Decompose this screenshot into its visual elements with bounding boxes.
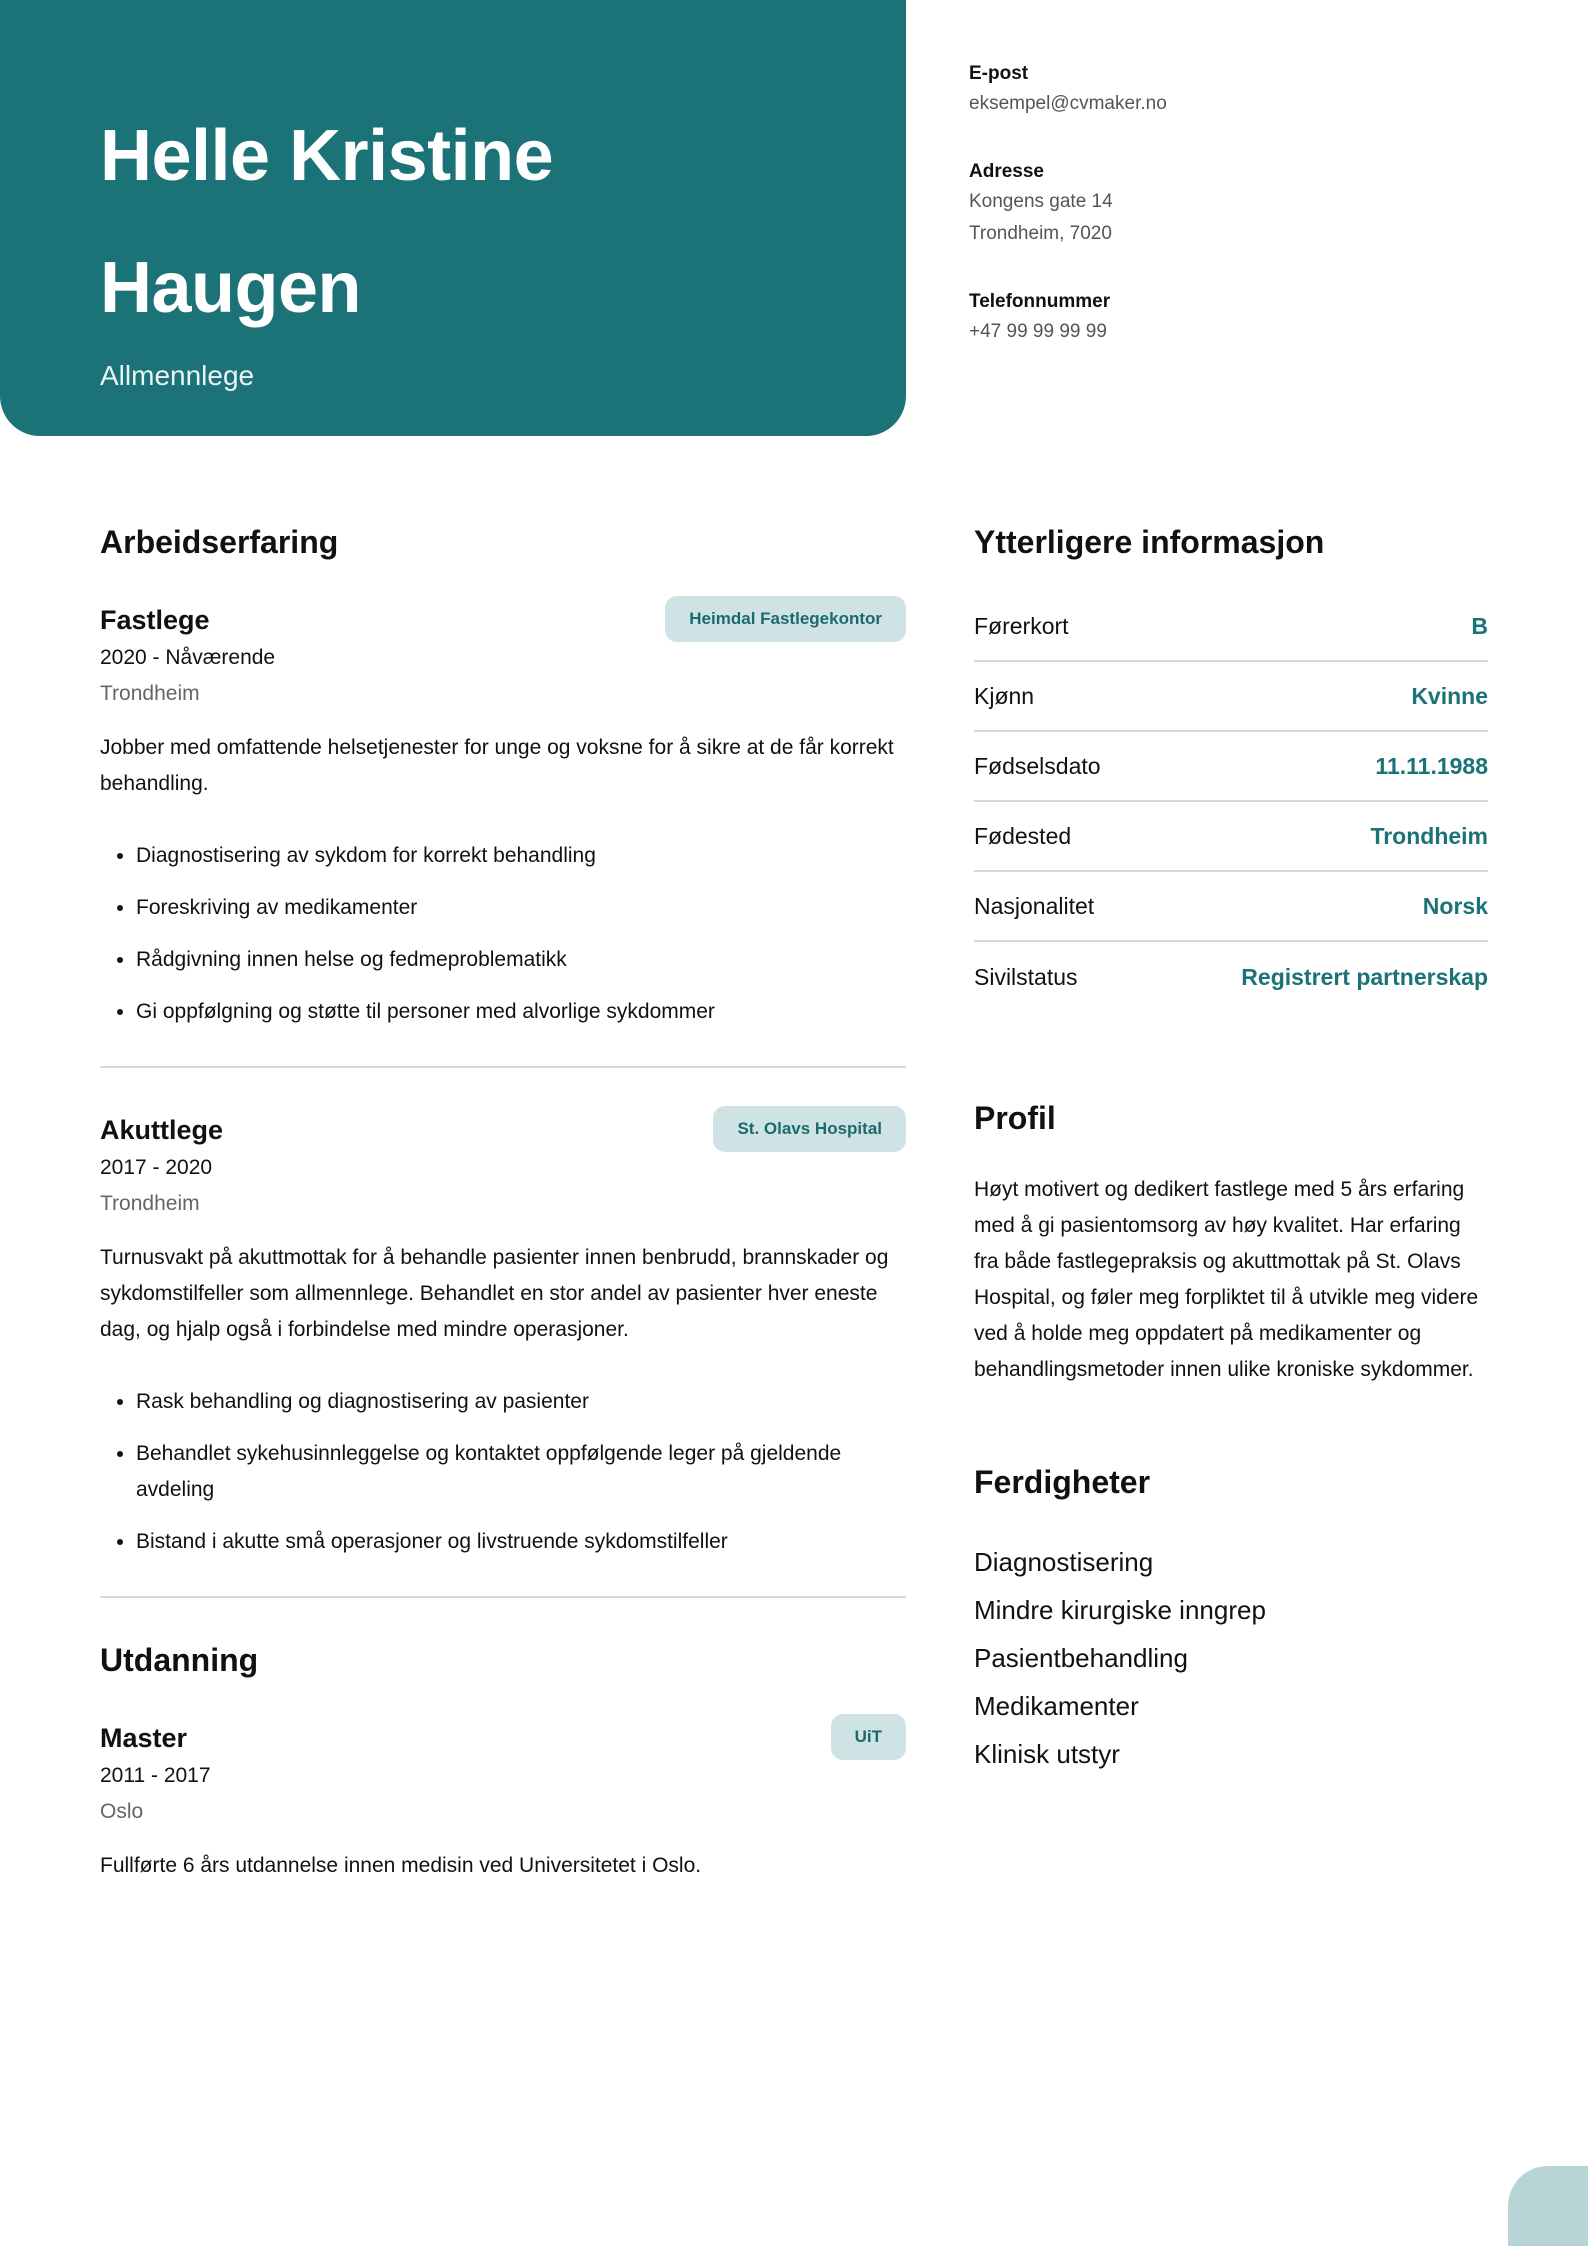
divider: [100, 1066, 906, 1068]
info-value: Norsk: [1422, 892, 1488, 919]
education-section-title: Utdanning: [100, 1642, 259, 1678]
right-column: [974, 520, 1488, 1778]
info-row: [974, 872, 1488, 942]
entry-description: Jobber med omfattende helsetjenester for unge og voksne for å sikre at de får korrekt behandling.: [100, 736, 894, 795]
additional-info-title: Ytterligere informasjon: [974, 524, 1325, 560]
info-row: [974, 942, 1488, 1012]
entry-description: Turnusvakt på akuttmottak for å behandle pasienter innen benbrudd, brannskader og sykdomstilfeller som allmennlege. Behandlet en stor andel av pasienter hver eneste dag, og hjalp også i forbindelse med mindre operasjoner.: [100, 1246, 889, 1341]
skill-item: Medikamenter: [974, 1691, 1139, 1721]
info-row: [974, 732, 1488, 802]
school-badge: UiT: [831, 1714, 906, 1760]
phone-label: Telefonnummer: [969, 291, 1111, 312]
entry-title: Master: [100, 1723, 188, 1753]
skill-item: Pasientbehandling: [974, 1643, 1188, 1673]
info-key: Fødselsdato: [974, 752, 1101, 779]
email-label: E-post: [969, 63, 1029, 84]
bullet-item: • Rask behandling og diagnostisering av pasienter: [136, 1384, 906, 1420]
info-row: [974, 802, 1488, 872]
skill-item: Diagnostisering: [974, 1547, 1154, 1577]
email-value: eksempel@cvmaker.no: [969, 93, 1167, 114]
info-key: Nasjonalitet: [974, 892, 1095, 919]
entry-location: Trondheim: [100, 1192, 200, 1215]
experience-section-title: Arbeidserfaring: [100, 524, 339, 560]
bullet-item: • Rådgivning innen helse og fedmeproblematikk: [136, 942, 906, 978]
skill-item: Klinisk utstyr: [974, 1739, 1120, 1769]
info-key: Førerkort: [974, 612, 1069, 639]
address-label: Adresse: [969, 161, 1044, 182]
skills-list: [974, 1538, 1488, 1778]
info-key: Sivilstatus: [974, 963, 1078, 990]
entry-bullet-list: [100, 838, 906, 1030]
info-row: [974, 592, 1488, 662]
entry-dates: 2020 - Nåværende: [100, 646, 276, 669]
contact-address: [969, 158, 1489, 250]
skills-section: [974, 1460, 1488, 1778]
info-value: Registrert partnerskap: [1241, 963, 1488, 990]
address-line-2: Trondheim, 7020: [969, 223, 1112, 244]
corner-decoration: [1508, 2166, 1588, 2246]
profile-text: Høyt motivert og dedikert fastlege med 5 års erfaring med å gi pasientomsorg av høy kvalitet. Har erfaring fra både fastlegepraksis og akuttmottak på St. Olavs Hospital, og føler meg forpliktet til å utvikle meg videre ved å holde meg oppdatert på medikamenter og behandlingsmetoder innen ulike kroniske sykdommer.: [974, 1178, 1479, 1381]
contact-info: [969, 60, 1489, 386]
skills-title: Ferdigheter: [974, 1464, 1151, 1500]
entry-title: Fastlege: [100, 605, 210, 635]
info-key: Kjønn: [974, 682, 1035, 709]
info-key: Fødested: [974, 822, 1072, 849]
info-value: 11.11.1988: [1375, 752, 1488, 779]
bullet-item: • Gi oppfølgning og støtte til personer med alvorlige sykdommer: [136, 994, 906, 1030]
left-column: [100, 520, 906, 1884]
experience-entry: [100, 1074, 906, 1560]
divider: [100, 1596, 906, 1598]
name-line-2: Haugen: [100, 248, 362, 328]
additional-info-table: [974, 592, 1488, 1012]
entry-dates: 2017 - 2020: [100, 1156, 213, 1179]
bullet-item: • Diagnostisering av sykdom for korrekt behandling: [136, 838, 906, 874]
skill-item: Mindre kirurgiske inngrep: [974, 1595, 1266, 1625]
phone-value: +47 99 99 99 99: [969, 321, 1107, 342]
education-entry: [100, 1682, 906, 1884]
entry-location: Trondheim: [100, 682, 200, 705]
name-line-1: Helle Kristine: [100, 116, 554, 196]
entry-dates: 2011 - 2017: [100, 1764, 211, 1787]
info-value: Trondheim: [1370, 822, 1488, 849]
entry-location: Oslo: [100, 1800, 144, 1823]
profile-title: Profil: [974, 1100, 1056, 1136]
info-value: B: [1471, 612, 1488, 639]
contact-phone: [969, 288, 1489, 348]
info-value: Kvinne: [1411, 682, 1488, 709]
employer-badge: St. Olavs Hospital: [713, 1106, 906, 1152]
bullet-item: • Bistand i akutte små operasjoner og livstruende sykdomstilfeller: [136, 1524, 906, 1560]
entry-bullet-list: [100, 1384, 906, 1560]
bullet-item: • Behandlet sykehusinnleggelse og kontaktet oppfølgende leger på gjeldende avdeling: [136, 1436, 906, 1508]
address-line-1: Kongens gate 14: [969, 191, 1113, 212]
employer-badge: Heimdal Fastlegekontor: [665, 596, 906, 642]
job-title: Allmennlege: [100, 360, 255, 391]
entry-description: Fullførte 6 års utdannelse innen medisin ved Universitetet i Oslo.: [100, 1854, 702, 1877]
experience-entry: [100, 564, 906, 1030]
contact-email: [969, 60, 1489, 120]
profile-section: [974, 1096, 1488, 1388]
entry-title: Akuttlege: [100, 1115, 224, 1145]
header-block: [0, 0, 906, 436]
bullet-item: • Foreskriving av medikamenter: [136, 890, 906, 926]
info-row: [974, 662, 1488, 732]
